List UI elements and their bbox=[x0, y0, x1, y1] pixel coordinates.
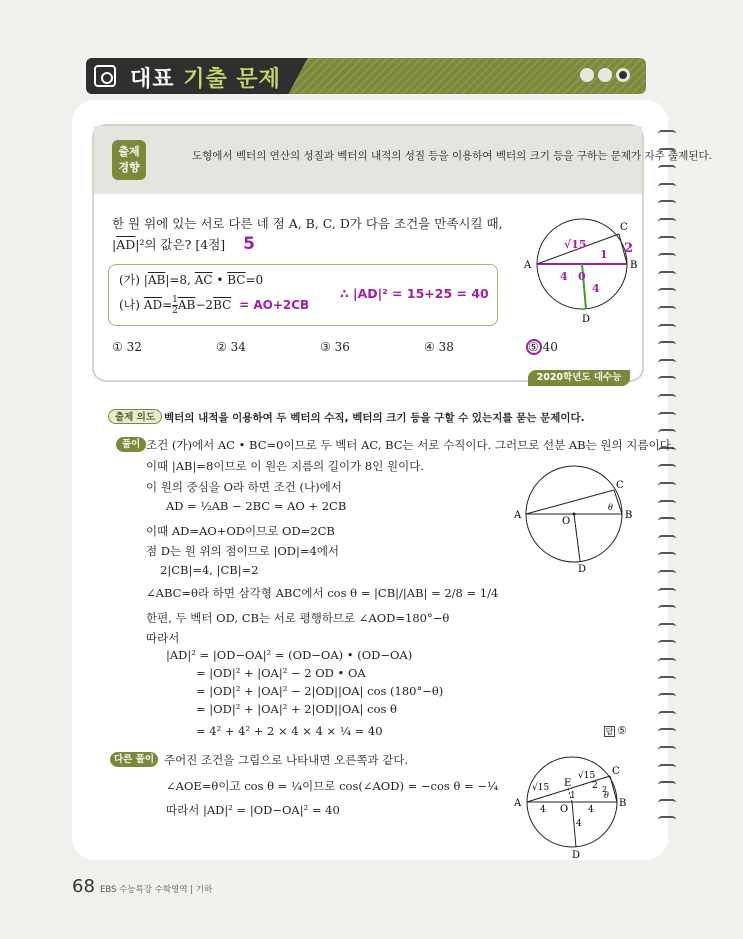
dot-icon bbox=[580, 68, 594, 82]
trend-bar bbox=[94, 126, 712, 194]
ring-icon bbox=[658, 341, 676, 345]
choice-1[interactable]: ① 32 bbox=[112, 340, 142, 354]
segment-ac bbox=[526, 490, 614, 514]
ring-icon bbox=[658, 676, 676, 680]
intent-text: 벡터의 내적을 이용하여 두 벡터의 수직, 벡터의 크기 등을 구할 수 있는지를 묻는 문제이다. bbox=[164, 412, 585, 424]
hand-4b: 4 bbox=[592, 282, 600, 295]
dot-icon bbox=[598, 68, 612, 82]
section-title: 대표 기출 문제 bbox=[130, 67, 281, 92]
hand-sqrt15: √15 bbox=[564, 238, 587, 251]
ring-icon bbox=[658, 165, 676, 169]
trend-badge: 출제 경향 bbox=[112, 140, 146, 180]
label-a: A bbox=[514, 798, 522, 809]
ring-icon bbox=[658, 535, 676, 539]
ring-icon bbox=[658, 429, 676, 433]
handwritten-answer: 5 bbox=[243, 234, 255, 254]
problem-box bbox=[92, 124, 712, 382]
num-four-a: 4 bbox=[540, 805, 546, 815]
solution-line: = 4² + 4² + 2 × 4 × 4 × ¼ = 40 bbox=[196, 724, 383, 738]
ring-icon bbox=[658, 588, 676, 592]
ring-icon bbox=[658, 324, 676, 328]
camera-icon bbox=[94, 65, 116, 87]
ring-icon bbox=[658, 605, 676, 609]
alt-solution-line: 주어진 조건을 그림으로 나타내면 오른쪽과 같다. bbox=[164, 753, 409, 767]
banner-dots bbox=[580, 68, 630, 82]
label-o: O bbox=[562, 516, 571, 527]
alt-solution-line: ∠AOE=θ이고 cos θ = ¼이므로 cos(∠AOD) = −cos θ = −¼ bbox=[166, 779, 499, 793]
trend-text: 도형에서 벡터의 연산의 성질과 벡터의 내적의 성질 등을 이용하여 벡터의 크기 등을 구하는 문제가 자주 출제된다. bbox=[192, 150, 712, 162]
condition-a: (가) $|\overline{AB}|=8$, $\overline{AC}$ • $\overline{BC}=0$ bbox=[119, 273, 264, 287]
ring-icon bbox=[658, 781, 676, 785]
ring-icon bbox=[658, 799, 676, 803]
solution-line: = |OD|² + |OA|² − 2|OD||OA| cos (180°−θ) bbox=[196, 684, 444, 698]
alt-solution-label: 다른 풀이 bbox=[110, 752, 158, 767]
solution-label: 풀이 bbox=[116, 437, 146, 452]
segment-od bbox=[574, 514, 580, 561]
solution-line: 한편, 두 벡터 OD, CB는 서로 평행하므로 ∠AOD=180°−θ bbox=[146, 611, 450, 625]
ring-icon bbox=[658, 728, 676, 732]
handwritten-result: ∴ |AD|² = 15+25 = 40 bbox=[340, 286, 489, 301]
ring-icon bbox=[658, 552, 676, 556]
solution-line: 점 D는 원 위의 점이므로 |OD|=4에서 bbox=[146, 544, 340, 558]
choice-3[interactable]: ③ 36 bbox=[320, 340, 350, 354]
ring-icon bbox=[658, 816, 676, 820]
alt-solution-line: 따라서 |AD|² = |OD−OA|² = 40 bbox=[166, 803, 340, 817]
figure-alt-solution bbox=[506, 756, 630, 860]
solution-line: 이 원의 중심을 O라 하면 조건 (나)에서 bbox=[146, 480, 342, 494]
solution-line: |AD|² = |OD−OA|² = (OD−OA) • (OD−OA) bbox=[166, 648, 413, 662]
center-dot bbox=[573, 513, 576, 516]
label-d: D bbox=[578, 564, 587, 575]
num-four-c: 4 bbox=[576, 819, 582, 829]
ring-icon bbox=[658, 200, 676, 204]
label-b: B bbox=[630, 260, 638, 271]
num-four-b: 4 bbox=[588, 805, 594, 815]
solution-line: ∠ABC=θ라 하면 삼각형 ABC에서 cos θ = |CB|/|AB| = 2/8 = 1/4 bbox=[146, 586, 499, 600]
ring-icon bbox=[658, 130, 676, 134]
num-one: 1 bbox=[570, 791, 576, 801]
ring-icon bbox=[658, 623, 676, 627]
num-sqrt15b: √15 bbox=[578, 771, 596, 781]
ring-icon bbox=[658, 218, 676, 222]
ring-icon bbox=[658, 253, 676, 257]
condition-b: (나) $\overline{AD}=$ $\frac{1}{2}$ $\overline{AB}-2\overline{BC} = AO+2CB$ bbox=[119, 295, 310, 316]
solution-line: 2|CB|=4, |CB|=2 bbox=[160, 563, 259, 577]
ring-icon bbox=[658, 394, 676, 398]
solution-line: 따라서 bbox=[146, 631, 180, 645]
label-theta: θ bbox=[608, 503, 613, 512]
handwritten-condition: = AO+2CB bbox=[239, 298, 310, 312]
label-b: B bbox=[619, 798, 627, 809]
solution-line: = |OD|² + |OA|² + 2|OD||OA| cos θ bbox=[196, 702, 397, 716]
problem-line2: $|\overline{AD}|^2$의 값은? [4점] 5 bbox=[112, 234, 255, 254]
label-a: A bbox=[524, 260, 532, 271]
ring-icon bbox=[658, 693, 676, 697]
choice-5[interactable]: ⑤ 40 bbox=[528, 340, 558, 354]
label-theta: θ bbox=[604, 791, 609, 800]
ring-icon bbox=[658, 236, 676, 240]
ring-icon bbox=[658, 359, 676, 363]
ring-icon bbox=[658, 464, 676, 468]
ring-icon bbox=[658, 658, 676, 662]
solution-line: 이때 |AB|=8이므로 이 원은 지름의 길이가 8인 원이다. bbox=[146, 459, 424, 473]
label-a: A bbox=[514, 510, 522, 521]
num-two: 2 bbox=[592, 781, 598, 791]
hand-2: 2 bbox=[624, 241, 634, 256]
answer-icon: 답 bbox=[605, 726, 614, 736]
book-title: EBS 수능특강 수학영역 | 기하 bbox=[100, 885, 213, 895]
year-tag: 2020학년도 대수능 bbox=[528, 370, 630, 386]
solution-line: 이때 AD=AO+OD이므로 OD=2CB bbox=[146, 524, 335, 538]
intent-label: 출제 의도 bbox=[108, 409, 162, 424]
label-o: O bbox=[560, 804, 569, 815]
ring-icon bbox=[658, 640, 676, 644]
label-c: C bbox=[616, 480, 624, 491]
header-banner bbox=[86, 58, 646, 94]
problem-line1: 한 원 위에 있는 서로 다른 네 점 A, B, C, D가 다음 조건을 만족시킬 때, bbox=[112, 216, 503, 231]
ring-icon bbox=[658, 271, 676, 275]
label-d: D bbox=[582, 314, 591, 325]
ring-icon bbox=[658, 376, 676, 380]
label-b: B bbox=[625, 510, 633, 521]
solution-line: 조건 (가)에서 AC • BC=0이므로 두 벡터 AC, BC는 서로 수직이다. 그러므로 선분 AB는 원의 지름이다. bbox=[146, 438, 675, 452]
label-d: D bbox=[572, 850, 581, 861]
answer-mark: 답 ⑤ bbox=[605, 724, 627, 737]
ring-icon bbox=[658, 183, 676, 187]
ring-icon bbox=[658, 482, 676, 486]
ring-icon bbox=[658, 746, 676, 750]
ring-icon bbox=[658, 412, 676, 416]
figure-solution bbox=[508, 458, 638, 576]
circled-answer-mark bbox=[526, 339, 542, 355]
hand-4a: 4 bbox=[560, 270, 568, 283]
ring-icon bbox=[658, 764, 676, 768]
num-sqrt15a: √15 bbox=[532, 783, 550, 793]
solution-line: AD = ½AB − 2BC = AO + 2CB bbox=[166, 499, 347, 513]
label-e: E bbox=[564, 778, 572, 789]
ring-icon bbox=[658, 517, 676, 521]
num-two-b: 2 bbox=[602, 785, 608, 794]
segment-cb bbox=[610, 776, 617, 802]
ring-icon bbox=[658, 500, 676, 504]
label-c: C bbox=[620, 222, 628, 233]
hand-0: 0 bbox=[578, 270, 586, 283]
page-number: 68 bbox=[72, 876, 95, 897]
ring-icon bbox=[658, 306, 676, 310]
solution-line: = |OD|² + |OA|² − 2 OD • OA bbox=[196, 666, 366, 680]
ring-icon bbox=[658, 570, 676, 574]
hand-1: 1 bbox=[600, 248, 608, 261]
dot-icon bbox=[616, 68, 630, 82]
ring-icon bbox=[658, 711, 676, 715]
ring-icon bbox=[658, 288, 676, 292]
choice-4[interactable]: ④ 38 bbox=[424, 340, 454, 354]
choice-2[interactable]: ② 34 bbox=[216, 340, 246, 354]
label-c: C bbox=[612, 766, 620, 777]
figure-problem bbox=[514, 208, 644, 328]
